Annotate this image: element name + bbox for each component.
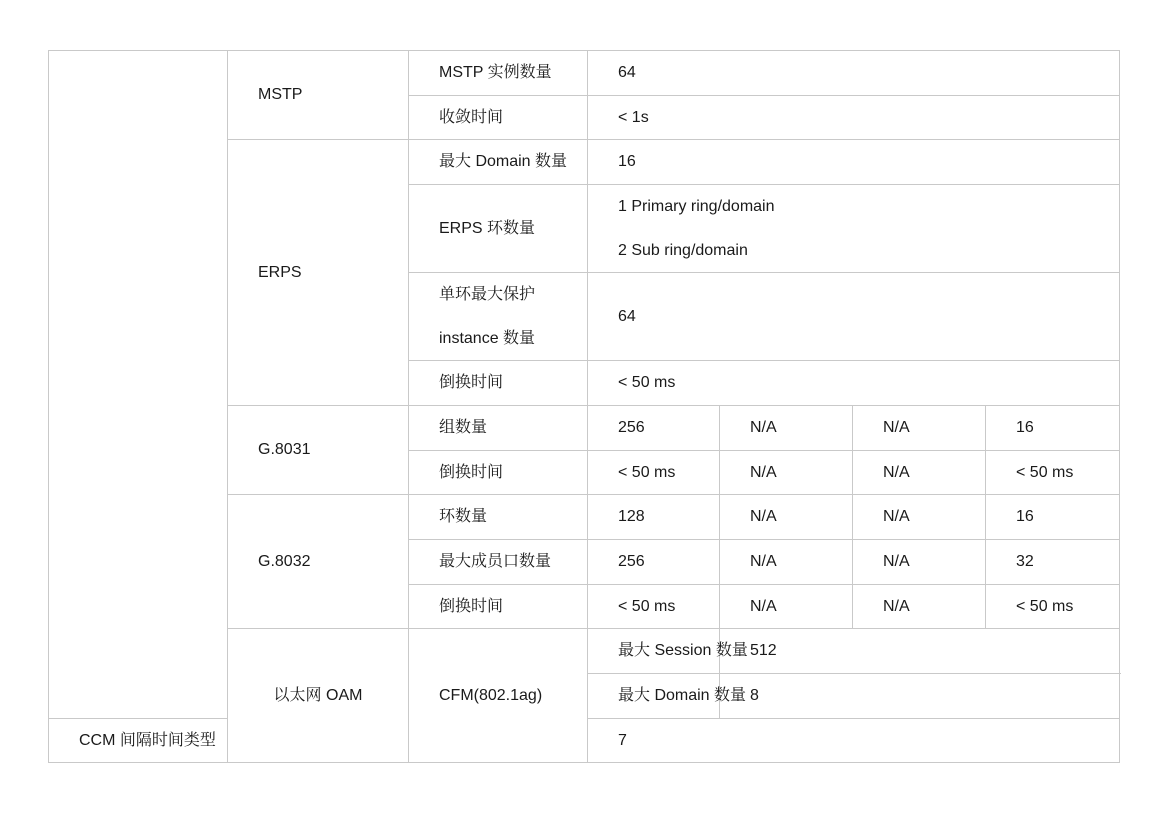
feature-cfm: CFM(802.1ag) <box>409 629 588 763</box>
value-line: 2 Sub ring/domain <box>618 241 748 259</box>
param-value: 64 <box>588 51 1120 96</box>
param-value: N/A <box>853 451 986 495</box>
feature-erps: ERPS <box>228 140 409 406</box>
param-value: N/A <box>720 451 853 495</box>
param-value: < 50 ms <box>588 451 720 495</box>
param-value: N/A <box>853 406 986 451</box>
param-value: < 50 ms <box>588 585 720 629</box>
param-value: 16 <box>588 140 1120 185</box>
param-value: N/A <box>720 585 853 629</box>
param-value: N/A <box>853 585 986 629</box>
param-label: CCM 间隔时间类型 <box>49 719 228 763</box>
param-value: N/A <box>853 495 986 540</box>
param-value: 32 <box>986 540 1120 585</box>
table-row <box>49 51 1120 96</box>
param-label: 最大 Domain 数量 <box>588 674 720 719</box>
param-value: < 50 ms <box>986 451 1120 495</box>
param-label: 最大 Domain 数量 <box>409 140 588 185</box>
param-value: N/A <box>720 406 853 451</box>
section-cell-empty <box>49 51 228 719</box>
spec-table <box>48 50 1120 763</box>
param-value: N/A <box>720 495 853 540</box>
label-line: 单环最大保护 <box>439 285 536 303</box>
param-label: 倒换时间 <box>409 361 588 406</box>
param-value: < 50 ms <box>986 585 1120 629</box>
param-label: 组数量 <box>409 406 588 451</box>
param-value: 512 <box>720 629 1120 674</box>
section-ethernet-oam: 以太网 OAM <box>228 629 409 763</box>
param-value: < 1s <box>588 96 1120 140</box>
param-value: 16 <box>986 495 1120 540</box>
param-value: 8 <box>720 674 1120 719</box>
param-label: 倒换时间 <box>409 585 588 629</box>
param-value: 64 <box>588 273 1120 361</box>
param-value: N/A <box>853 540 986 585</box>
feature-g8031: G.8031 <box>228 406 409 495</box>
param-label: MSTP 实例数量 <box>409 51 588 96</box>
param-value: 256 <box>588 406 720 451</box>
param-value: 128 <box>588 495 720 540</box>
label-line: instance 数量 <box>439 329 536 347</box>
param-label: 收敛时间 <box>409 96 588 140</box>
param-value: 256 <box>588 540 720 585</box>
param-value: 16 <box>986 406 1120 451</box>
value-line: 1 Primary ring/domain <box>618 197 775 215</box>
param-value: N/A <box>720 540 853 585</box>
param-label: 最大 Session 数量 <box>588 629 720 674</box>
feature-mstp: MSTP <box>228 51 409 140</box>
param-label: 倒换时间 <box>409 451 588 495</box>
param-label: 环数量 <box>409 495 588 540</box>
feature-g8032: G.8032 <box>228 495 409 629</box>
param-label <box>409 273 588 361</box>
param-value: 7 <box>588 719 1120 763</box>
param-label: 最大成员口数量 <box>409 540 588 585</box>
param-label: ERPS 环数量 <box>409 185 588 273</box>
param-value <box>588 185 1120 273</box>
param-value: < 50 ms <box>588 361 1120 406</box>
